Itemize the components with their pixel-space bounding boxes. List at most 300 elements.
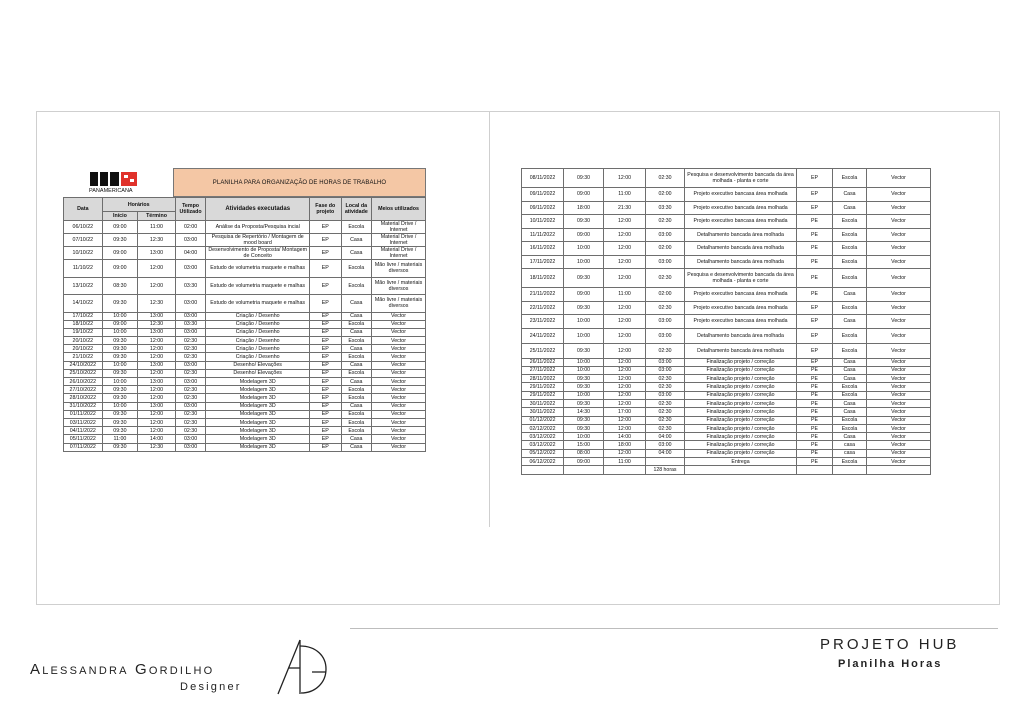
table-cell: 02:30: [175, 418, 206, 426]
table-cell: Escola: [833, 242, 867, 256]
table-cell: PE: [797, 269, 833, 288]
table-cell: 05/11/2022: [64, 435, 103, 443]
table-cell: 10:00: [564, 242, 604, 256]
table-cell: 12:00: [604, 375, 646, 383]
designer-name: Alessandra Gordilho: [30, 661, 215, 678]
table-cell: 26/10/2022: [64, 378, 103, 386]
table-cell: 05/12/2022: [522, 449, 564, 457]
designer-role: Designer: [180, 681, 242, 693]
table-row: [522, 301, 931, 315]
table-cell: 09:00: [564, 288, 604, 302]
table-cell: 09:30: [102, 394, 138, 402]
table-cell: Pesquisa e desenvolvimento bancada da área molhada - planta e corte: [685, 269, 797, 288]
table-cell: 02:30: [646, 215, 685, 229]
table-cell: Escola: [341, 427, 372, 435]
table-cell: EP: [797, 328, 833, 343]
table-cell: Detalhamento bancada área molhada: [685, 228, 797, 242]
total-hours: 128 horas: [646, 466, 685, 474]
table-cell: 10:00: [564, 328, 604, 343]
table-cell: 12:00: [604, 399, 646, 407]
table-cell: 02:30: [646, 301, 685, 315]
table-cell: Modelagem 3D: [206, 378, 310, 386]
table-cell: Criação / Desenho: [206, 320, 310, 328]
table-cell: 02:30: [646, 269, 685, 288]
table-cell: Escola: [341, 410, 372, 418]
table-cell: 09:30: [564, 399, 604, 407]
table-cell: Casa: [833, 408, 867, 416]
table-cell: Vector: [867, 242, 931, 256]
table-cell: Escola: [833, 301, 867, 315]
table-cell: Casa: [833, 399, 867, 407]
table-cell: [797, 466, 833, 474]
table-cell: [604, 466, 646, 474]
table-cell: Escola: [833, 269, 867, 288]
table-cell: 12:00: [138, 427, 176, 435]
table-cell: Escola: [833, 328, 867, 343]
table-cell: 12:00: [138, 345, 176, 353]
table-cell: EP: [310, 427, 342, 435]
table-row: [522, 366, 931, 374]
table-cell: EP: [310, 402, 342, 410]
table-cell: 11:00: [604, 458, 646, 466]
table-row: [64, 361, 426, 369]
table-row: [522, 399, 931, 407]
table-cell: 14/10/22: [64, 295, 103, 313]
table-row: [64, 312, 426, 320]
table-cell: 03/11/2022: [64, 418, 103, 426]
table-cell: 02:30: [646, 343, 685, 358]
table-row: [522, 228, 931, 242]
table-cell: Modelagem 3D: [206, 394, 310, 402]
table-cell: 12:00: [604, 383, 646, 391]
table-cell: 12:00: [138, 277, 176, 295]
table-cell: 09:30: [102, 443, 138, 451]
table-cell: [867, 466, 931, 474]
table-cell: 20/10/22: [64, 345, 103, 353]
table-cell: 10:00: [564, 366, 604, 374]
table-cell: 02:30: [175, 345, 206, 353]
table-cell: 12:00: [604, 255, 646, 269]
table-cell: Escola: [833, 416, 867, 424]
table-cell: Modelagem 3D: [206, 443, 310, 451]
table-cell: 18:00: [564, 201, 604, 215]
table-cell: Vector: [867, 288, 931, 302]
table-cell: 18/10/22: [64, 320, 103, 328]
table-cell: EP: [310, 435, 342, 443]
table-cell: 08/11/2022: [522, 169, 564, 188]
table-cell: 09:00: [564, 188, 604, 202]
table-cell: 03:00: [646, 358, 685, 366]
table-cell: Finalização projeto / correção: [685, 449, 797, 457]
table-cell: Casa: [341, 295, 372, 313]
table-cell: 12:00: [138, 394, 176, 402]
table-cell: 12:00: [604, 301, 646, 315]
table-cell: EP: [310, 410, 342, 418]
table-cell: 09:00: [102, 221, 138, 234]
table-row: [522, 201, 931, 215]
table-cell: Vector: [867, 391, 931, 399]
table-cell: 12:00: [604, 242, 646, 256]
table-cell: Desenvolvimento de Proposta/ Montagem de Conceito: [206, 247, 310, 260]
table-cell: Vector: [372, 418, 426, 426]
table-cell: 09:00: [102, 260, 138, 278]
table-cell: EP: [310, 312, 342, 320]
table-cell: Casa: [341, 247, 372, 260]
col-tempo: Tempo Utilizado: [175, 198, 206, 221]
table-cell: 12:00: [138, 369, 176, 377]
table-cell: Casa: [341, 435, 372, 443]
table-cell: Casa: [341, 443, 372, 451]
table-cell: [685, 466, 797, 474]
table-cell: 09/11/2022: [522, 201, 564, 215]
table-cell: 13:00: [138, 402, 176, 410]
table-cell: 03:00: [175, 312, 206, 320]
logo-mark-icon: [63, 168, 173, 197]
table-cell: 22/11/2022: [522, 301, 564, 315]
table-row: [64, 234, 426, 247]
table-cell: 17:00: [604, 408, 646, 416]
table-cell: 12:30: [138, 234, 176, 247]
table-cell: 11:00: [604, 288, 646, 302]
table-cell: Finalização projeto / correção: [685, 391, 797, 399]
table-row: [64, 295, 426, 313]
table-cell: 10:00: [564, 255, 604, 269]
table-cell: Escola: [341, 418, 372, 426]
table-cell: 09:30: [564, 169, 604, 188]
table-cell: PE: [797, 424, 833, 432]
table-cell: 03:00: [175, 361, 206, 369]
table-cell: 25/10/2022: [64, 369, 103, 377]
table-cell: EP: [797, 188, 833, 202]
table-cell: Casa: [341, 234, 372, 247]
table-cell: Material Drive / Internet: [372, 221, 426, 234]
footer-rule: [350, 628, 998, 629]
table-row: [64, 221, 426, 234]
table-cell: Modelagem 3D: [206, 402, 310, 410]
table-cell: 10:00: [102, 361, 138, 369]
table-cell: 18:00: [604, 441, 646, 449]
table-row: [64, 369, 426, 377]
table-cell: Vector: [372, 361, 426, 369]
table-cell: Escola: [341, 394, 372, 402]
table-cell: 02:30: [646, 383, 685, 391]
table-cell: 12:00: [604, 449, 646, 457]
table-cell: 30/11/2022: [522, 399, 564, 407]
table-cell: Casa: [833, 288, 867, 302]
table-cell: Projeto executivo bancasa área molhada: [685, 288, 797, 302]
table-cell: 21:30: [604, 201, 646, 215]
sheet-title: PLANILHA PARA ORGANIZAÇÃO DE HORAS DE TRABALHO: [173, 168, 426, 197]
table-cell: 12:00: [604, 269, 646, 288]
table-cell: 12:00: [604, 328, 646, 343]
table-cell: Vector: [867, 458, 931, 466]
table-cell: EP: [310, 337, 342, 345]
table-cell: Vector: [867, 301, 931, 315]
table-cell: PE: [797, 408, 833, 416]
table-cell: casa: [833, 449, 867, 457]
table-cell: 02:00: [646, 288, 685, 302]
table-cell: 02:30: [175, 386, 206, 394]
table-cell: 02:00: [646, 188, 685, 202]
table-cell: 03:00: [646, 255, 685, 269]
table-cell: Detalhamento bancada área molhada: [685, 255, 797, 269]
table-cell: 03/12/2022: [522, 441, 564, 449]
table-cell: Escola: [341, 353, 372, 361]
table-row: [522, 391, 931, 399]
table-cell: 02:30: [646, 375, 685, 383]
table-cell: Escola: [341, 277, 372, 295]
table-cell: 03:00: [175, 378, 206, 386]
table-cell: Escola: [833, 343, 867, 358]
table-cell: EP: [797, 169, 833, 188]
table-cell: Vector: [372, 337, 426, 345]
table-cell: EP: [310, 361, 342, 369]
table-cell: 12:30: [138, 443, 176, 451]
table-row: [64, 247, 426, 260]
table-cell: 02:00: [646, 242, 685, 256]
table-cell: Finalização projeto / correção: [685, 399, 797, 407]
table-row: [64, 353, 426, 361]
table-cell: Finalização projeto / correção: [685, 383, 797, 391]
table-cell: Pesquisa e desenvolvimento bancada da área molhada - planta e corte: [685, 169, 797, 188]
table-cell: Escola: [833, 383, 867, 391]
table-row: [64, 386, 426, 394]
table-cell: PE: [797, 399, 833, 407]
table-cell: 08:00: [564, 449, 604, 457]
table-cell: 09:00: [102, 247, 138, 260]
table-cell: PE: [797, 458, 833, 466]
table-cell: 17/11/2022: [522, 255, 564, 269]
table-cell: Modelagem 3D: [206, 435, 310, 443]
table-cell: 12:00: [604, 343, 646, 358]
table-cell: 02:30: [175, 337, 206, 345]
table-cell: Escola: [341, 337, 372, 345]
table-cell: 09:30: [102, 234, 138, 247]
table-cell: 13:00: [138, 312, 176, 320]
table-cell: 09:30: [564, 383, 604, 391]
table-cell: Detalhamento bancada área molhada: [685, 328, 797, 343]
table-cell: 02:30: [646, 408, 685, 416]
table-row: [522, 269, 931, 288]
table-cell: 12:00: [604, 366, 646, 374]
table-row: [64, 260, 426, 278]
table-row: [64, 427, 426, 435]
table-cell: EP: [797, 358, 833, 366]
table-cell: 12:00: [604, 391, 646, 399]
table-cell: 02:30: [175, 427, 206, 435]
table-cell: PE: [797, 391, 833, 399]
table-cell: Vector: [867, 441, 931, 449]
table-cell: Escola: [833, 255, 867, 269]
table-cell: Escola: [341, 320, 372, 328]
table-cell: 02:30: [175, 369, 206, 377]
table-cell: EP: [310, 295, 342, 313]
table-row: [64, 328, 426, 336]
table-cell: 10/10/22: [64, 247, 103, 260]
table-cell: Vector: [867, 328, 931, 343]
table-cell: Desenho/ Elevações: [206, 369, 310, 377]
table-cell: 13/10/22: [64, 277, 103, 295]
page-divider: [489, 111, 490, 527]
table-cell: 09/11/2022: [522, 188, 564, 202]
table-cell: EP: [310, 320, 342, 328]
table-cell: 10:00: [102, 328, 138, 336]
table-cell: 06/10/22: [64, 221, 103, 234]
table-row: [522, 255, 931, 269]
table-cell: 23/11/2022: [522, 315, 564, 329]
table-cell: 02:30: [175, 394, 206, 402]
table-cell: Criação / Desenho: [206, 345, 310, 353]
table-cell: PE: [797, 433, 833, 441]
table-cell: Escola: [341, 386, 372, 394]
table-cell: 03:00: [175, 260, 206, 278]
table-row: [522, 416, 931, 424]
col-local: Local da atividade: [341, 198, 372, 221]
table-cell: Vector: [867, 188, 931, 202]
col-termino: Término: [138, 212, 176, 221]
table-cell: Finalização projeto / correção: [685, 433, 797, 441]
table-cell: Escola: [341, 221, 372, 234]
hours-table-left: [63, 197, 426, 452]
table-cell: 09:30: [564, 375, 604, 383]
lower-strip: [37, 527, 999, 604]
table-cell: EP: [310, 345, 342, 353]
table-cell: Entrega: [685, 458, 797, 466]
table-cell: Casa: [833, 358, 867, 366]
table-cell: Vector: [372, 378, 426, 386]
table-cell: 03:00: [646, 328, 685, 343]
table-cell: 15:00: [564, 441, 604, 449]
table-cell: 13:00: [138, 378, 176, 386]
table-cell: 07/10/22: [64, 234, 103, 247]
ag-monogram-icon: [268, 636, 332, 700]
table-cell: 03/12/2022: [522, 433, 564, 441]
table-cell: PE: [797, 449, 833, 457]
table-row: [522, 449, 931, 457]
col-inicio: Início: [102, 212, 138, 221]
table-cell: 09:30: [564, 301, 604, 315]
table-cell: Pesquisa de Repertório / Montagem de mood board: [206, 234, 310, 247]
table-cell: Vector: [372, 410, 426, 418]
table-cell: 03:00: [646, 391, 685, 399]
table-cell: PE: [797, 215, 833, 229]
table-cell: 02:30: [646, 424, 685, 432]
table-cell: 02:30: [175, 353, 206, 361]
table-row: [64, 345, 426, 353]
table-cell: 04:00: [175, 247, 206, 260]
table-cell: 21/11/2022: [522, 288, 564, 302]
table-cell: EP: [310, 328, 342, 336]
table-cell: 24/11/2022: [522, 328, 564, 343]
table-cell: 09:30: [102, 386, 138, 394]
table-cell: 04:00: [646, 433, 685, 441]
table-cell: Criação / Desenho: [206, 328, 310, 336]
table-cell: 10:00: [564, 358, 604, 366]
table-cell: PE: [797, 228, 833, 242]
table-cell: Vector: [867, 169, 931, 188]
table-cell: Escola: [341, 260, 372, 278]
table-cell: 20/10/22: [64, 337, 103, 345]
table-cell: Modelagem 3D: [206, 386, 310, 394]
table-cell: Detalhamento bancada área molhada: [685, 343, 797, 358]
table-cell: Escola: [833, 391, 867, 399]
table-cell: EP: [310, 221, 342, 234]
table-cell: Casa: [833, 366, 867, 374]
table-cell: Escola: [833, 215, 867, 229]
table-cell: EP: [310, 277, 342, 295]
col-horarios: Horários: [102, 198, 175, 212]
table-cell: Modelagem 3D: [206, 410, 310, 418]
table-cell: [646, 458, 685, 466]
table-cell: Detalhamento bancada área molhada: [685, 242, 797, 256]
table-cell: 12:00: [138, 418, 176, 426]
table-cell: EP: [797, 201, 833, 215]
table-cell: Casa: [341, 312, 372, 320]
table-cell: PE: [797, 383, 833, 391]
hours-table-right: [521, 168, 931, 475]
table-row: [64, 337, 426, 345]
table-cell: Vector: [867, 366, 931, 374]
table-cell: Casa: [833, 375, 867, 383]
right-sheet: [521, 168, 930, 475]
table-cell: 08:30: [102, 277, 138, 295]
table-cell: Vector: [372, 369, 426, 377]
table-cell: Vector: [867, 408, 931, 416]
table-cell: Estudo de volumetria maquete e malhas: [206, 295, 310, 313]
table-cell: Escola: [833, 228, 867, 242]
table-cell: PE: [797, 375, 833, 383]
table-cell: 04/11/2022: [64, 427, 103, 435]
table-row: [522, 343, 931, 358]
table-cell: 01/11/2022: [64, 410, 103, 418]
table-cell: 12:00: [604, 424, 646, 432]
table-cell: 13:00: [138, 328, 176, 336]
table-cell: Vector: [372, 328, 426, 336]
table-cell: Vector: [372, 402, 426, 410]
table-row: [64, 320, 426, 328]
table-cell: 12:00: [604, 169, 646, 188]
table-cell: 10:00: [102, 378, 138, 386]
table-cell: Vector: [372, 312, 426, 320]
table-cell: Vector: [372, 443, 426, 451]
table-cell: Criação / Desenho: [206, 337, 310, 345]
table-cell: Escola: [833, 424, 867, 432]
table-cell: EP: [310, 247, 342, 260]
project-subtitle: Planilha Horas: [838, 658, 943, 670]
table-row: [522, 375, 931, 383]
table-cell: 09:30: [564, 269, 604, 288]
table-cell: Material Drive / Internet: [372, 234, 426, 247]
table-cell: 12:00: [138, 337, 176, 345]
table-cell: EP: [797, 343, 833, 358]
table-row: [64, 277, 426, 295]
table-cell: 03:30: [175, 320, 206, 328]
table-row: [522, 242, 931, 256]
table-cell: 11:00: [102, 435, 138, 443]
table-cell: 02:30: [646, 169, 685, 188]
table-row: [64, 418, 426, 426]
table-cell: PE: [797, 416, 833, 424]
table-cell: EP: [310, 394, 342, 402]
table-cell: 03:30: [175, 277, 206, 295]
table-cell: Material Drive / Internet: [372, 247, 426, 260]
table-cell: 10/11/2022: [522, 215, 564, 229]
table-cell: EP: [310, 386, 342, 394]
table-cell: 16/11/2022: [522, 242, 564, 256]
table-row: [522, 441, 931, 449]
table-cell: 12:00: [138, 353, 176, 361]
table-cell: 24/10/2022: [64, 361, 103, 369]
